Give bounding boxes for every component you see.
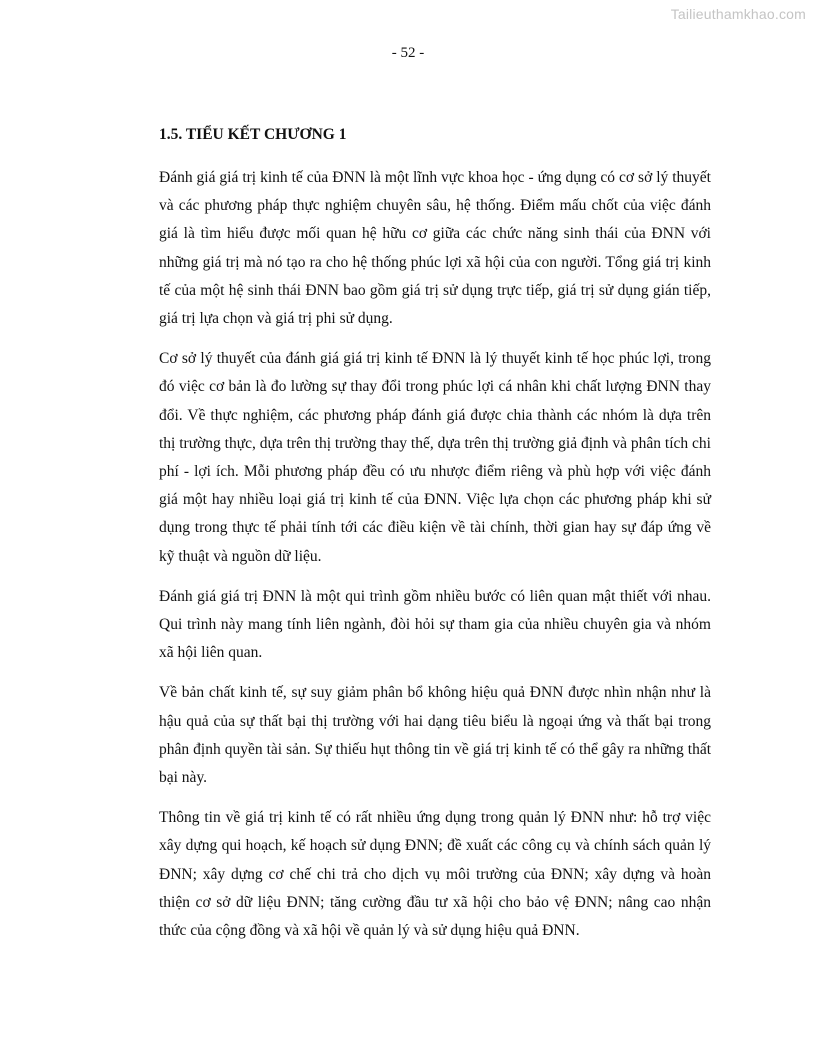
- paragraph-5: Thông tin về giá trị kinh tế có rất nhiều ứng dụng trong quản lý ĐNN như: hỗ trợ việc xây dựng qui hoạch, kế hoạch sử dụng ĐNN; đề xuất các công cụ và chính sách quản lý ĐNN; xây dựng cơ chế chi trả cho dịch vụ môi trường của ĐNN; xây dựng và hoàn thiện cơ sở dữ liệu ĐNN; tăng cường đầu tư xã hội cho bảo vệ ĐNN; nâng cao nhận thức của cộng đồng và xã hội về quản lý và sử dụng hiệu quả ĐNN.: [159, 809, 711, 940]
- paragraph-4: Về bản chất kinh tế, sự suy giảm phân bổ không hiệu quả ĐNN được nhìn nhận như là hậu quả của sự thất bại thị trường với hai dạng tiêu biểu là ngoại ứng và thất bại trong phân định quyền tài sản. Sự thiếu hụt thông tin về giá trị kinh tế có thể gây ra những thất bại này.: [159, 684, 711, 787]
- page-number: - 52 -: [391, 45, 425, 61]
- paragraph-2: Cơ sở lý thuyết của đánh giá giá trị kinh tế ĐNN là lý thuyết kinh tế học phúc lợi, trong đó việc cơ bản là đo lường sự thay đổi trong phúc lợi cá nhân khi chất lượng ĐNN thay đổi. Về thực nghiệm, các phương pháp đánh giá được chia thành các nhóm là dựa trên thị trường thực, dựa trên thị trường thay thế, dựa trên thị trường giả định và phân tích chi phí - lợi ích. Mỗi phương pháp đều có ưu nhược điểm riêng và phù hợp với việc đánh giá một hay nhiều loại giá trị kinh tế của ĐNN. Việc lựa chọn các phương pháp khi sử dụng trong thực tế phải tính tới các điều kiện về tài chính, thời gian hay sự đáp ứng về kỹ thuật và nguồn dữ liệu.: [159, 350, 711, 565]
- section-heading: 1.5. TIỂU KẾT CHƯƠNG 1: [159, 126, 347, 143]
- paragraph-3: Đánh giá giá trị ĐNN là một qui trình gồm nhiều bước có liên quan mật thiết với nhau. Qui trình này mang tính liên ngành, đòi hỏi sự tham gia của nhiều chuyên gia và nhóm xã hội liên quan.: [159, 587, 711, 662]
- document-body: [159, 124, 711, 957]
- watermark-text: Tailieuthamkhao.com: [670, 6, 806, 22]
- paragraph-1: Đánh giá giá trị kinh tế của ĐNN là một lĩnh vực khoa học - ứng dụng có cơ sở lý thuyết và các phương pháp thực nghiệm chuyên sâu, hệ thống. Điểm mấu chốt của việc đánh giá là tìm hiểu được mối quan hệ hữu cơ giữa các chức năng sinh thái của ĐNN với những giá trị mà nó tạo ra cho hệ thống phúc lợi xã hội của con người. Tổng giá trị kinh tế của một hệ sinh thái ĐNN bao gồm giá trị sử dụng trực tiếp, giá trị sử dụng gián tiếp, giá trị lựa chọn và giá trị phi sử dụng.: [159, 169, 711, 328]
